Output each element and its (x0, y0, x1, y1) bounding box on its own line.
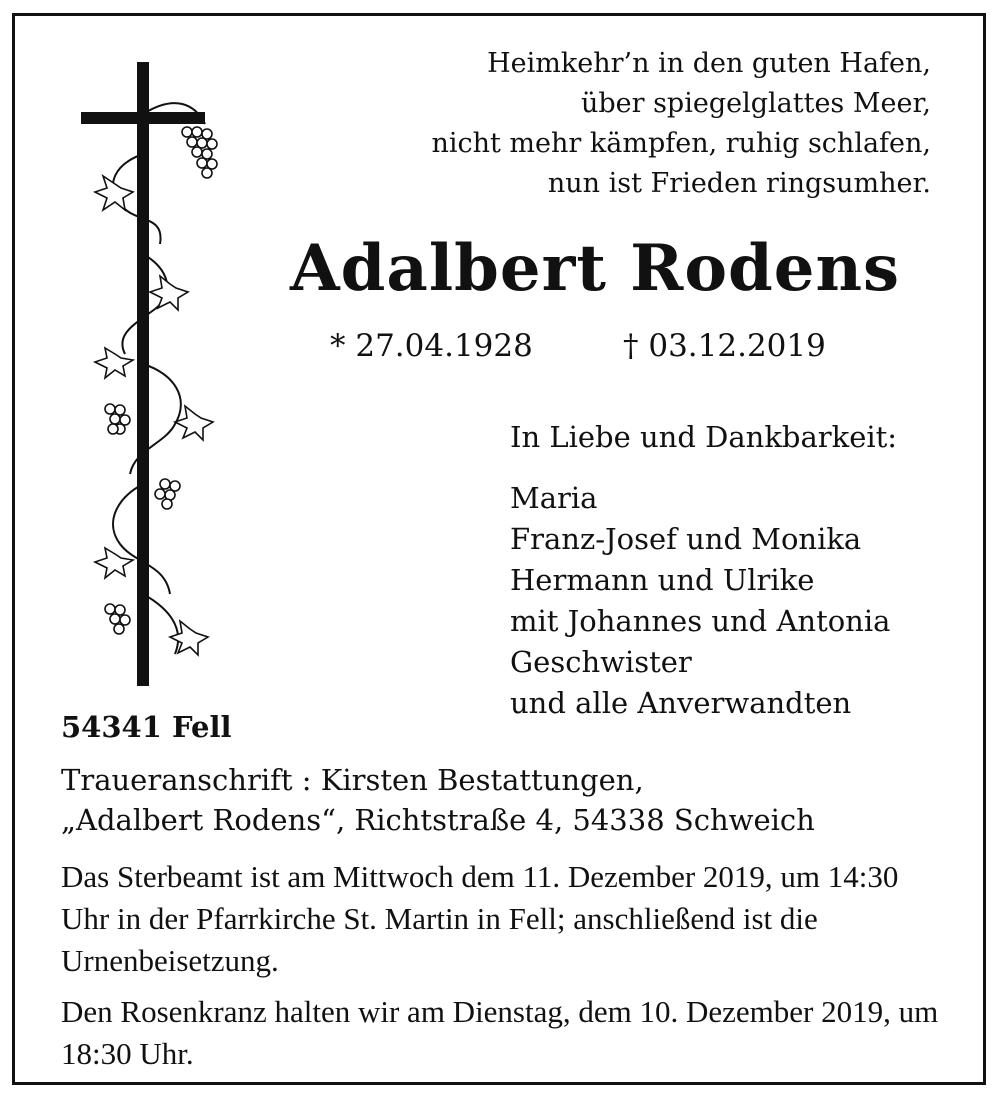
rosary-paragraph: Den Rosenkranz halten wir am Dienstag, dem 10. Dezember 2019, um 18:30 Uhr. (61, 994, 939, 1071)
cross-with-grapevine-icon (75, 54, 235, 694)
address-line: Traueranschrift : Kirsten Bestattungen, (61, 763, 644, 797)
death-date: † 03.12.2019 (623, 328, 826, 364)
mourner-name: und alle Anverwandten (510, 686, 852, 720)
place: 54341 Fell (61, 710, 232, 744)
poem-line: über spiegelglattes Meer, (580, 88, 931, 119)
obituary-frame (12, 13, 986, 1085)
mourner-name: Geschwister (510, 645, 692, 679)
mourners-heading: In Liebe und Dankbarkeit: (510, 420, 898, 454)
mourner-name: Franz-Josef und Monika (510, 522, 862, 556)
birth-date: * 27.04.1928 (330, 328, 533, 364)
mourning-address (61, 760, 815, 840)
mourners-list (510, 478, 890, 724)
service-paragraph: Das Sterbeamt ist am Mittwoch dem 11. Dezember 2019, um 14:30 Uhr in der Pfarrkirche St. Martin in Fell; anschließend ist die Urnenbeisetzung. (61, 859, 899, 978)
deceased-name: Adalbert Rodens (289, 231, 901, 306)
poem-line: nicht mehr kämpfen, ruhig schlafen, (431, 128, 931, 159)
poem-line: Heimkehr’n in den guten Hafen, (487, 48, 931, 79)
mourner-name: Hermann und Ulrike (510, 563, 815, 597)
mourner-name: Maria (510, 481, 598, 515)
address-line: „Adalbert Rodens“, Richtstraße 4, 54338 Schweich (61, 803, 815, 837)
poem-line: nun ist Frieden ringsumher. (547, 168, 931, 199)
poem (431, 44, 931, 204)
mourner-name: mit Johannes und Antonia (510, 604, 891, 638)
